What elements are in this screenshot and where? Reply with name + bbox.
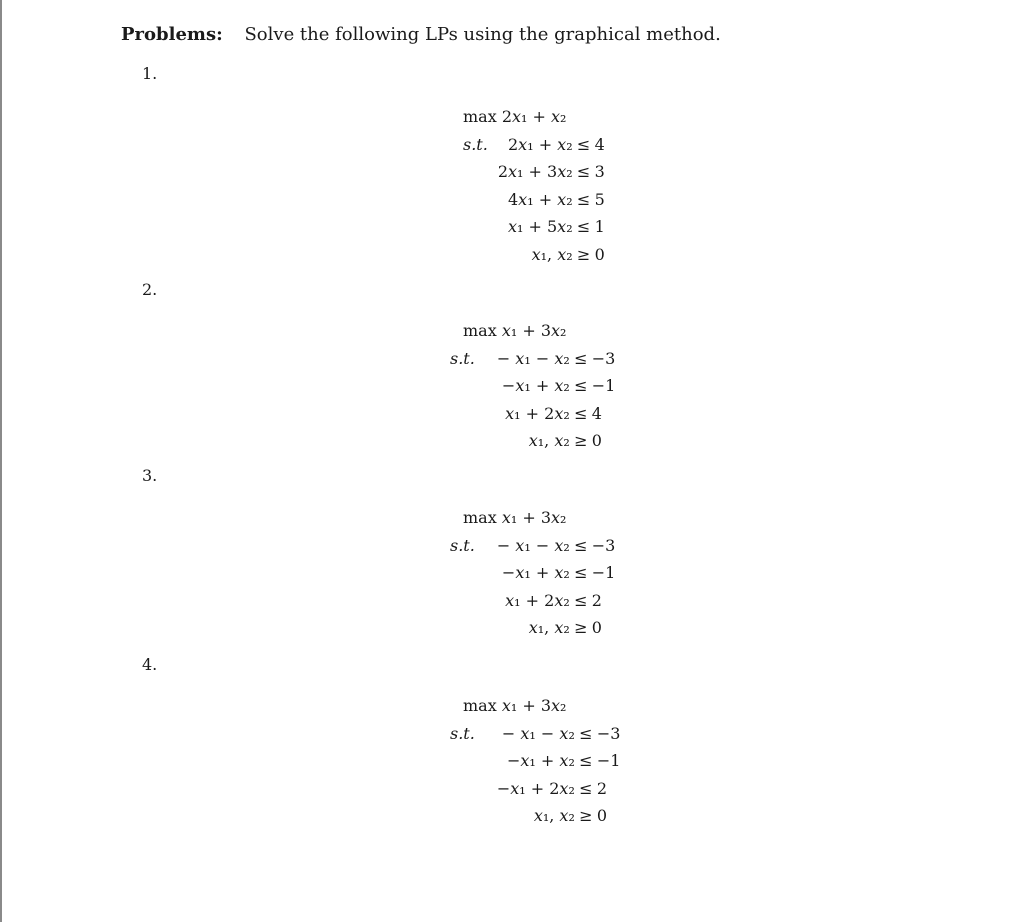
constraint-row <box>448 400 615 428</box>
constraint-row <box>448 241 605 269</box>
constraint-rhs: 3 <box>594 162 605 182</box>
objective-row <box>448 317 615 345</box>
constraint-rhs: 0 <box>591 618 602 638</box>
constraint-rhs: 1 <box>594 217 605 237</box>
problem-1-number: 1. <box>142 64 158 83</box>
objective-row <box>448 692 620 720</box>
constraint-rel: ≤ <box>574 403 588 423</box>
constraint-row <box>448 559 615 587</box>
constraint-rhs: 2 <box>596 778 608 798</box>
problems-instruction: Solve the following LPs using the graphical method. <box>244 24 721 45</box>
constraint-expr: − 𝑥₁ − 𝑥₂ <box>496 348 570 368</box>
constraint-rhs: −1 <box>591 376 616 396</box>
constraint-rel: ≤ <box>574 535 588 555</box>
constraint-rhs: 0 <box>591 431 602 451</box>
constraint-rel: ≤ <box>576 162 591 182</box>
constraint-rel: ≥ <box>574 618 588 638</box>
constraint-rhs: 0 <box>596 806 608 826</box>
constraint-rel: ≤ <box>579 778 593 798</box>
constraint-rel: ≤ <box>574 348 588 368</box>
constraint-rel: ≤ <box>574 376 588 396</box>
constraint-rel: ≤ <box>576 189 591 209</box>
constraint-row <box>448 614 615 642</box>
constraint-expr: −𝑥₁ + 𝑥₂ <box>507 751 575 771</box>
constraint-expr: 4𝑥₁ + 𝑥₂ <box>507 189 573 209</box>
st-label: s.t. <box>450 348 475 368</box>
constraint-rel: ≤ <box>574 590 588 610</box>
constraint-expr: 𝑥₁, 𝑥₂ <box>528 431 570 451</box>
constraint-rel: ≤ <box>574 563 588 583</box>
objective-row <box>448 103 605 131</box>
constraint-expr: 2𝑥₁ + 𝑥₂ <box>507 134 573 154</box>
constraint-expr: 𝑥₁ + 2𝑥₂ <box>505 403 570 423</box>
problem-2-lp <box>448 317 615 455</box>
constraint-rhs: 0 <box>594 244 605 264</box>
constraint-rhs: 4 <box>591 403 602 423</box>
constraint-row <box>448 427 615 455</box>
constraint-row <box>448 532 615 560</box>
st-label: s.t. <box>463 134 488 154</box>
constraint-row <box>448 186 605 214</box>
constraint-expr: − 𝑥₁ − 𝑥₂ <box>501 723 575 743</box>
problem-4-lp <box>448 692 620 830</box>
constraint-expr: 𝑥₁, 𝑥₂ <box>528 618 570 638</box>
page-left-border <box>0 0 2 922</box>
constraint-rhs: −3 <box>596 723 621 743</box>
constraint-rel: ≤ <box>579 751 593 771</box>
constraint-rel: ≥ <box>576 244 591 264</box>
constraint-row <box>448 720 620 748</box>
constraint-rel: ≤ <box>576 217 591 237</box>
constraint-rhs: 4 <box>594 134 605 154</box>
objective: max 𝑥₁ + 3𝑥₂ <box>463 508 567 527</box>
objective: max 𝑥₁ + 3𝑥₂ <box>463 321 567 340</box>
constraint-expr: − 𝑥₁ − 𝑥₂ <box>496 535 570 555</box>
objective-row <box>448 504 615 532</box>
constraint-row <box>448 213 605 241</box>
problem-2-number: 2. <box>142 280 158 299</box>
constraint-expr: 𝑥₁ + 5𝑥₂ <box>507 217 573 237</box>
constraint-rhs: 2 <box>591 590 602 610</box>
constraint-rhs: −3 <box>591 348 616 368</box>
constraint-row <box>448 372 615 400</box>
constraint-rhs: −1 <box>596 751 621 771</box>
constraint-row <box>448 131 605 159</box>
problems-label: Problems: <box>121 24 223 45</box>
problem-4-number: 4. <box>142 655 158 674</box>
st-label: s.t. <box>450 535 475 555</box>
objective: max 𝑥₁ + 3𝑥₂ <box>463 696 567 715</box>
constraint-expr: −𝑥₁ + 𝑥₂ <box>501 563 570 583</box>
constraint-row <box>448 775 620 803</box>
constraint-rhs: 5 <box>594 189 605 209</box>
constraint-expr: 𝑥₁ + 2𝑥₂ <box>505 590 570 610</box>
constraint-row <box>448 345 615 373</box>
constraint-expr: −𝑥₁ + 𝑥₂ <box>501 376 570 396</box>
objective: max 2𝑥₁ + 𝑥₂ <box>463 107 567 126</box>
constraint-expr: 2𝑥₁ + 3𝑥₂ <box>497 162 573 182</box>
constraint-rhs: −1 <box>591 563 616 583</box>
constraint-rel: ≥ <box>579 806 593 826</box>
problems-header <box>121 24 721 45</box>
constraint-rel: ≥ <box>574 431 588 451</box>
constraint-row <box>448 747 620 775</box>
constraint-row <box>448 158 605 186</box>
constraint-expr: −𝑥₁ + 2𝑥₂ <box>496 778 575 798</box>
problem-3-number: 3. <box>142 466 158 485</box>
constraint-rhs: −3 <box>591 535 616 555</box>
problem-1-lp <box>448 103 605 269</box>
constraint-rel: ≤ <box>576 134 591 154</box>
st-label: s.t. <box>450 723 475 743</box>
constraint-expr: 𝑥₁, 𝑥₂ <box>531 244 573 264</box>
problem-3-lp <box>448 504 615 642</box>
constraint-row <box>448 802 620 830</box>
constraint-expr: 𝑥₁, 𝑥₂ <box>533 806 575 826</box>
constraint-rel: ≤ <box>579 723 593 743</box>
constraint-row <box>448 587 615 615</box>
